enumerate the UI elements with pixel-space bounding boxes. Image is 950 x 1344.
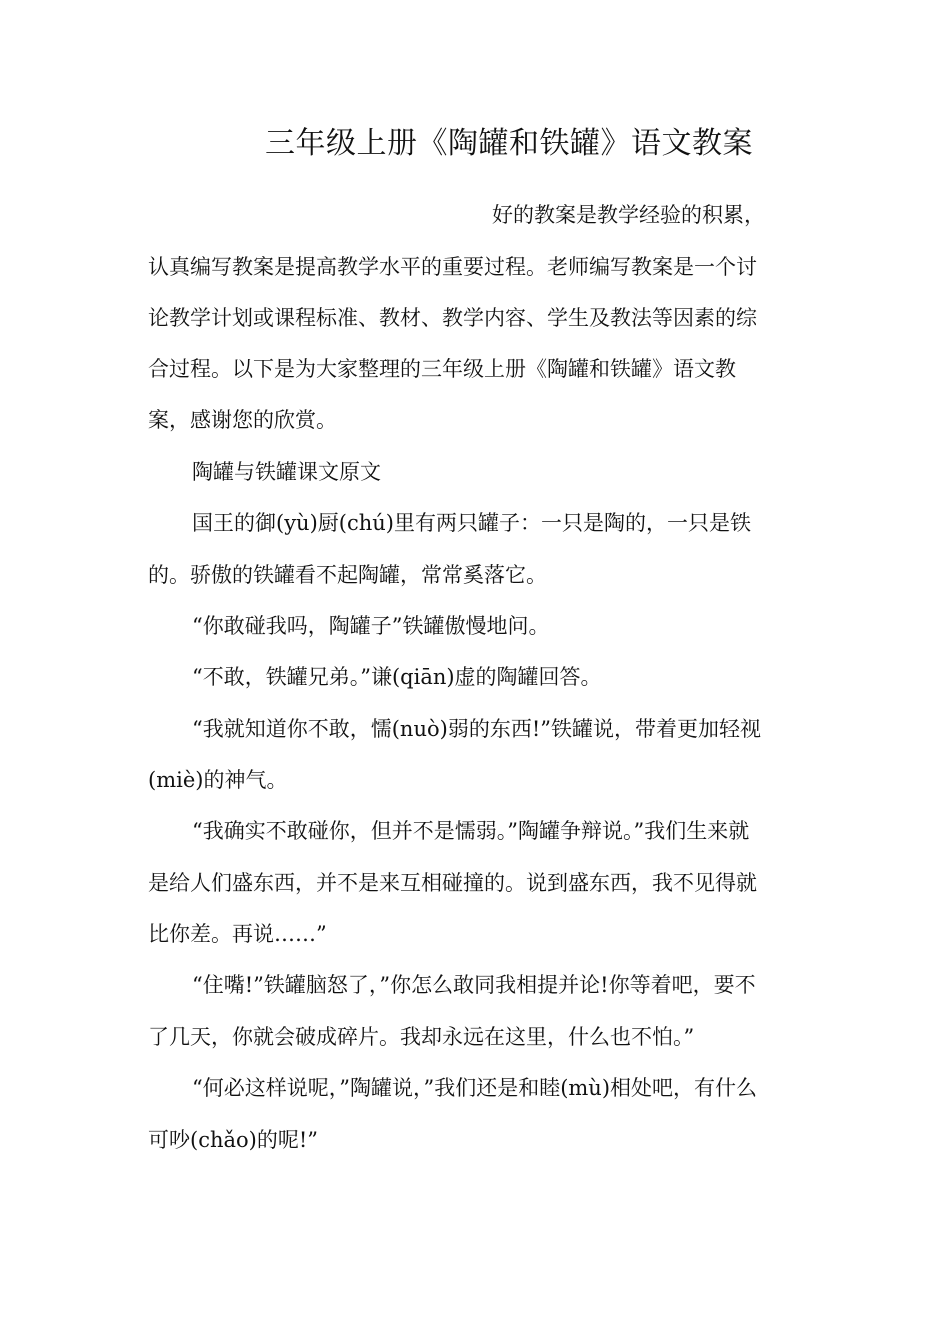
paragraph-line: “不敢，铁罐兄弟。”谦(qiān)虚的陶罐回答。 [192,665,602,689]
paragraph-line: 国王的御(yù)厨(chú)里有两只罐子：一只是陶的，一只是铁 [192,511,751,535]
paragraph-line: 是给人们盛东西，并不是来互相碰撞的。说到盛东西，我不见得就 [148,871,757,895]
section-heading: 陶罐与铁罐课文原文 [192,460,381,484]
paragraph-line: 好的教案是教学经验的积累， [492,203,765,227]
paragraph-line: “住嘴!”铁罐脑怒了，”你怎么敢同我相提并论!你等着吧，要不 [192,973,756,997]
paragraph-line: “你敢碰我吗，陶罐子”铁罐傲慢地问。 [192,614,550,638]
paragraph-line: 可吵(chǎo)的呢!” [148,1128,319,1152]
document-title: 三年级上册《陶罐和铁罐》语文教案 [265,126,753,161]
paragraph-line: 合过程。以下是为大家整理的三年级上册《陶罐和铁罐》语文教 [148,357,736,381]
paragraph-line: 的。骄傲的铁罐看不起陶罐，常常奚落它。 [148,563,547,587]
paragraph-line: “我就知道你不敢，懦(nuò)弱的东西!”铁罐说，带着更加轻视 [192,717,761,741]
paragraph-line: 论教学计划或课程标准、教材、教学内容、学生及教法等因素的综 [148,306,757,330]
paragraph-line: 比你差。再说……” [148,922,327,946]
paragraph-line: (miè)的神气。 [148,768,288,792]
paragraph-line: “我确实不敢碰你，但并不是懦弱。”陶罐争辩说。”我们生来就 [192,819,750,843]
paragraph-line: 案，感谢您的欣赏。 [148,408,337,432]
paragraph-line: 了几天，你就会破成碎片。我却永远在这里，什么也不怕。” [148,1025,695,1049]
paragraph-line: 认真编写教案是提高教学水平的重要过程。老师编写教案是一个讨 [148,255,757,279]
paragraph-line: “何必这样说呢，”陶罐说，”我们还是和睦(mù)相处吧，有什么 [192,1076,758,1100]
